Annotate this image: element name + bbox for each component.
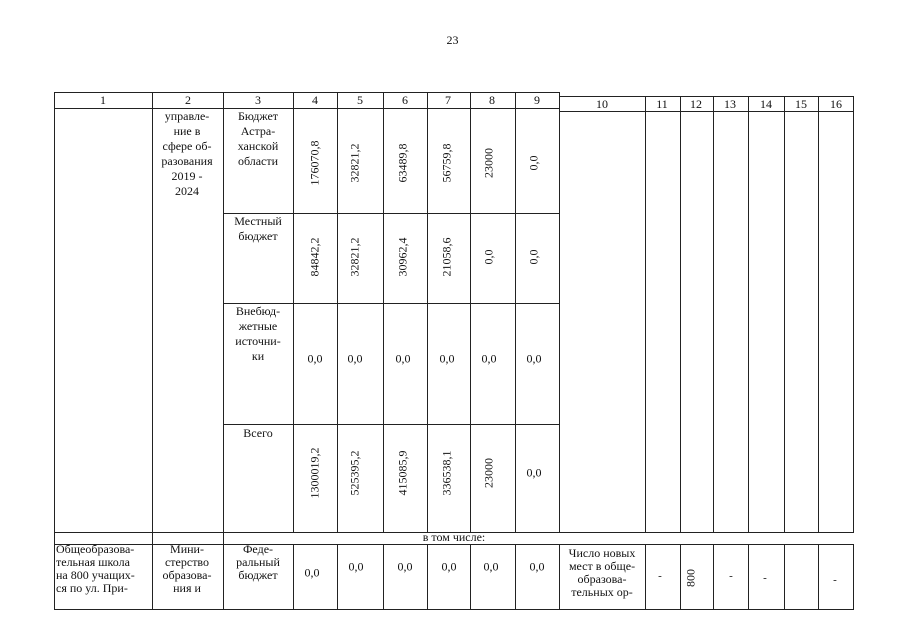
colr-line-7-last xyxy=(853,544,854,609)
colr-line-5 xyxy=(784,96,785,532)
col-line-6 xyxy=(427,92,428,532)
funding-value-r1-c9: 0,0 xyxy=(526,155,541,171)
col-line-4 xyxy=(337,92,338,532)
funding-source-offbudget: Внебюд- жетные источни- ки xyxy=(235,304,281,363)
funding-source-federal: Феде- ральный бюджет xyxy=(236,542,280,582)
col-line-5-last xyxy=(383,544,384,609)
colr-line-5-last xyxy=(784,544,785,609)
colr-line-0-last xyxy=(559,544,560,609)
col-line-3 xyxy=(293,92,294,532)
federal-value-col5: 0,0 xyxy=(348,559,364,574)
colr-line-7 xyxy=(853,96,854,532)
column-header-2: 2 xyxy=(185,93,191,107)
column-header-5: 5 xyxy=(357,93,363,107)
column-header-4: 4 xyxy=(312,93,318,107)
funding-value-r2-c8: 0,0 xyxy=(481,249,496,265)
column-header-15: 15 xyxy=(795,97,807,111)
column-header-14: 14 xyxy=(760,97,772,111)
col-line-7-last xyxy=(470,544,471,609)
column-header-7: 7 xyxy=(445,93,451,107)
executor-text: управле- ние в сфере об- разования 2019 - 2024 xyxy=(161,109,213,198)
indicator-new-places: Число новых мест в обще- образова- тельных ор- xyxy=(568,546,636,599)
funding-value-r1-c7: 56759,8 xyxy=(439,143,454,183)
column-header-3: 3 xyxy=(255,93,261,107)
col-line-4-last xyxy=(337,544,338,609)
column-header-12: 12 xyxy=(690,97,702,111)
funding-value-r3-c8: 0,0 xyxy=(481,351,497,366)
funding-value-r2-c6: 30962,4 xyxy=(395,237,410,277)
responsible-org: Мини- стерство образова- ния и xyxy=(162,542,212,595)
funding-value-r4-c7: 336538,1 xyxy=(439,450,454,496)
funding-value-r3-c9: 0,0 xyxy=(526,351,542,366)
funding-value-r2-c7: 21058,6 xyxy=(439,237,454,277)
column-header-1: 1 xyxy=(100,93,106,107)
column-header-6: 6 xyxy=(402,93,408,107)
federal-value-col6: 0,0 xyxy=(397,559,413,574)
funding-value-r3-c7: 0,0 xyxy=(439,351,455,366)
colr-line-3-last xyxy=(713,544,714,609)
funding-source-total: Всего xyxy=(243,426,273,440)
column-header-16: 16 xyxy=(830,97,842,111)
funding-value-r2-c9: 0,0 xyxy=(526,249,541,265)
funding-value-r3-c5: 0,0 xyxy=(347,351,363,366)
funding-value-r2-c4: 84842,2 xyxy=(307,237,322,277)
col-line-3-last xyxy=(293,544,294,609)
funding-source-regional: Бюджет Астра- ханской области xyxy=(237,109,279,168)
funding-value-r4-c6: 415085,9 xyxy=(395,450,410,496)
funding-source-local: Местный бюджет xyxy=(234,214,282,243)
dash-col16: - xyxy=(833,574,837,586)
funding-value-r1-c5: 32821,2 xyxy=(347,143,362,183)
col-line-5 xyxy=(383,92,384,532)
column-header-11: 11 xyxy=(656,97,668,111)
object-name: Общеобразова- тельная школа на 800 учащих- ся по ул. При- xyxy=(56,542,135,595)
funding-value-r4-c8: 23000 xyxy=(481,458,496,488)
header-bottom-border xyxy=(54,108,559,109)
colr-line-1-last xyxy=(645,544,646,609)
indicator-value-800: 800 xyxy=(683,569,698,587)
colr-line-4 xyxy=(748,96,749,532)
col-line-6-last xyxy=(427,544,428,609)
funding-value-r4-c5: 525395,2 xyxy=(347,450,362,496)
federal-value-col4: 0,0 xyxy=(304,565,320,580)
federal-value-col7: 0,0 xyxy=(441,559,457,574)
column-header-13: 13 xyxy=(724,97,736,111)
subheading-v-tom-chisle: в том числе: xyxy=(422,530,486,544)
colr-line-4-last xyxy=(748,544,749,609)
table-bottom-border xyxy=(54,609,854,610)
column-header-10: 10 xyxy=(596,97,608,111)
federal-value-col8: 0,0 xyxy=(483,559,499,574)
funding-value-r1-c4: 176070,8 xyxy=(307,140,322,186)
table-top-border xyxy=(54,92,559,93)
colr-line-2 xyxy=(680,96,681,532)
col-line-8-last xyxy=(515,544,516,609)
header-bottom-border-right xyxy=(559,111,854,112)
funding-value-r4-c9: 0,0 xyxy=(526,465,542,480)
funding-value-r1-c6: 63489,8 xyxy=(395,143,410,183)
funding-value-r2-c5: 32821,2 xyxy=(347,237,362,277)
row-separator-2 xyxy=(223,424,559,425)
page-number: 23 xyxy=(446,33,459,47)
colr-line-6-last xyxy=(818,544,819,609)
funding-value-r3-c4: 0,0 xyxy=(307,351,323,366)
funding-value-r1-c8: 23000 xyxy=(481,148,496,178)
colr-line-6 xyxy=(818,96,819,532)
col-line-7 xyxy=(470,92,471,532)
dash-col14: - xyxy=(763,572,767,584)
column-header-8: 8 xyxy=(489,93,495,107)
dash-col13: - xyxy=(729,570,733,582)
funding-value-r3-c6: 0,0 xyxy=(395,351,411,366)
funding-value-r4-c4: 1300019,2 xyxy=(307,447,322,499)
col-line-8 xyxy=(515,92,516,532)
colr-line-2-last xyxy=(680,544,681,609)
colr-line-1 xyxy=(645,96,646,532)
column-header-9: 9 xyxy=(534,93,540,107)
colr-line-0 xyxy=(559,96,560,532)
colr-line-3 xyxy=(713,96,714,532)
dash-col11: - xyxy=(658,570,662,582)
federal-value-col9: 0,0 xyxy=(529,559,545,574)
